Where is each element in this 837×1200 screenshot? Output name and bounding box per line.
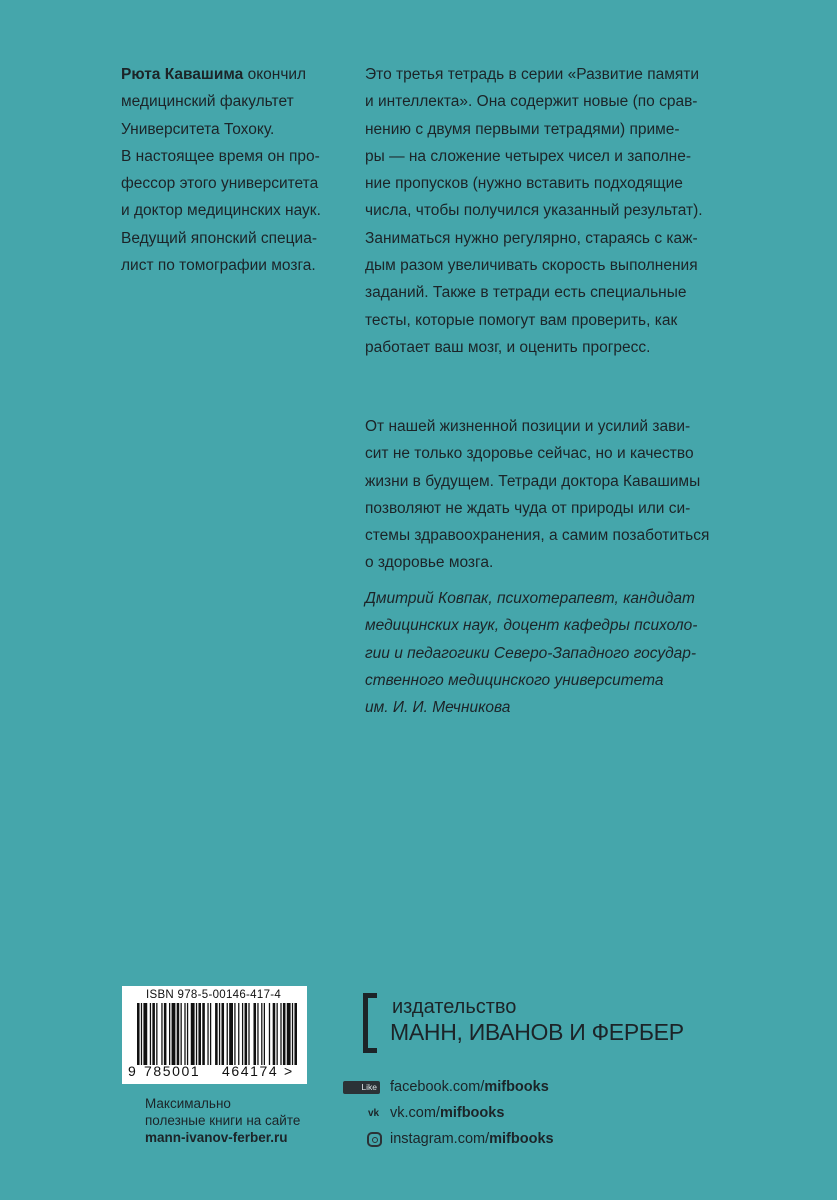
facebook-like-icon: Like — [343, 1081, 380, 1094]
quote-attribution — [365, 585, 765, 721]
barcode-bar — [229, 1003, 233, 1065]
barcode-bar — [172, 1003, 176, 1065]
barcode-bar — [191, 1003, 195, 1065]
social-prefix: instagram.com/ — [390, 1131, 490, 1147]
barcode-bar — [141, 1003, 142, 1065]
quote-line: сит не только здоровье сейчас, но и качество — [365, 445, 694, 463]
barcode-bar — [277, 1003, 278, 1065]
description-line: нению с двумя первыми тетрадями) приме- — [365, 120, 680, 138]
author-bio-first-line — [121, 61, 361, 88]
barcode-bar — [181, 1003, 182, 1065]
barcode-bar — [215, 1003, 218, 1065]
description-line: ры — на сложение четырех чисел и заполне- — [365, 147, 691, 165]
author-bio-line: Ведущий японский специа- — [121, 229, 317, 247]
quote-line: жизни в будущем. Тетради доктора Кавашимы — [365, 472, 701, 490]
description-line: дым разом увеличивать скорость выполнения — [365, 257, 698, 275]
barcode-bar — [207, 1003, 208, 1065]
barcode-bar — [227, 1003, 228, 1065]
attribution-line: ственного медицинского университета — [365, 671, 664, 689]
barcode-bar — [184, 1003, 185, 1065]
barcode-digit-group-1: 785001 — [144, 1063, 201, 1079]
social-link-label — [390, 1079, 549, 1095]
barcode-bar — [169, 1003, 170, 1065]
barcode-bar — [152, 1003, 155, 1065]
barcode-bar — [210, 1003, 211, 1065]
author-bio-line: Университета Тохоку. — [121, 120, 275, 138]
barcode-bar — [221, 1003, 224, 1065]
barcode-bar — [164, 1003, 167, 1065]
barcode-bar — [269, 1003, 270, 1065]
barcode-bar — [273, 1003, 276, 1065]
author-bio-line: В настоящее время он про- — [121, 147, 320, 165]
barcode-bar — [177, 1003, 180, 1065]
barcode-bar — [202, 1003, 205, 1065]
quote-line: позволяют не ждать чуда от природы или си- — [365, 499, 691, 517]
social-prefix: facebook.com/ — [390, 1079, 485, 1095]
description-line: Заниматься нужно регулярно, стараясь с каж- — [365, 229, 698, 247]
author-bio-line: лист по томографии мозга. — [121, 257, 316, 275]
barcode-bar — [257, 1003, 258, 1065]
barcode-bar — [264, 1003, 265, 1065]
barcode-digit-end: > — [284, 1063, 293, 1079]
social-handle: mifbooks — [484, 1079, 549, 1095]
author-name: Рюта Кавашима — [121, 66, 244, 83]
social-handle: mifbooks — [439, 1105, 505, 1121]
attribution-line: медицинских наук, доцент кафедры психоло- — [365, 617, 698, 635]
quote-line: От нашей жизненной позиции и усилий зави- — [365, 418, 691, 435]
book-description — [365, 61, 765, 361]
description-line: работает ваш мозг, и оценить прогресс. — [365, 338, 651, 356]
instagram-icon — [367, 1132, 382, 1147]
barcode-bar — [137, 1003, 140, 1065]
publisher-label: издательство — [392, 996, 517, 1018]
barcode-digit-first: 9 — [128, 1063, 136, 1079]
barcode-bar — [261, 1003, 262, 1065]
author-bio-line: фессор этого университета — [121, 175, 319, 193]
barcode-bar — [198, 1003, 201, 1065]
publisher-name: МАНН, ИВАНОВ И ФЕРБЕР — [390, 1019, 684, 1045]
barcode-bar — [280, 1003, 281, 1065]
barcode-bar — [156, 1003, 157, 1065]
barcode-bar — [187, 1003, 188, 1065]
description-line: ние пропусков (нужно вставить подходящие — [365, 175, 683, 193]
barcode-bar — [238, 1003, 239, 1065]
description-line: числа, чтобы получился указанный результат). — [365, 202, 703, 220]
barcode-bars — [137, 1003, 297, 1065]
barcode-bar — [292, 1003, 293, 1065]
attribution-line: гии и педагогики Северо-Западного государ- — [365, 644, 697, 662]
promo-line: полезные книги на сайте — [145, 1113, 301, 1128]
promo-site-link[interactable]: mann-ivanov-ferber.ru — [145, 1130, 288, 1145]
barcode-bar — [219, 1003, 220, 1065]
quote-line: стемы здравоохранения, а самим позаботиться — [365, 527, 710, 545]
barcode-bar — [283, 1003, 286, 1065]
isbn-number: ISBN 978-5-00146-417-4 — [146, 989, 282, 1001]
social-link-label — [390, 1131, 554, 1147]
publisher-bracket-logo — [363, 993, 377, 1053]
barcode-bar — [150, 1003, 151, 1065]
social-prefix: vk.com/ — [390, 1105, 440, 1121]
description-line: Это третья тетрадь в серии «Развитие памяти — [365, 66, 700, 83]
barcode-bar — [143, 1003, 147, 1065]
author-bio-line: медицинский факультет — [121, 93, 294, 111]
author-bio-line: и доктор медицинских наук. — [121, 202, 321, 220]
endorsement-quote — [365, 413, 765, 577]
barcode-bar — [196, 1003, 197, 1065]
attribution-line: им. И. И. Мечникова — [365, 699, 511, 717]
barcode-bar — [248, 1003, 249, 1065]
attribution-line: Дмитрий Ковпак, психотерапевт, кандидат — [365, 590, 695, 607]
description-line: и интеллекта». Она содержит новые (по срав- — [365, 93, 698, 111]
author-bio — [121, 61, 361, 279]
site-promo — [145, 1095, 300, 1146]
social-handle: mifbooks — [489, 1131, 554, 1147]
barcode-digit-group-2: 464174 — [222, 1063, 279, 1079]
social-link-label — [390, 1105, 504, 1121]
barcode-bar — [294, 1003, 297, 1065]
barcode-bar — [242, 1003, 243, 1065]
vk-icon: vk — [368, 1108, 380, 1119]
description-line: заданий. Также в тетради есть специальные — [365, 284, 687, 302]
barcode-bar — [234, 1003, 235, 1065]
barcode-bar — [253, 1003, 256, 1065]
promo-line: Максимально — [145, 1096, 231, 1111]
description-line: тесты, которые помогут вам проверить, как — [365, 311, 678, 329]
barcode-bar — [245, 1003, 248, 1065]
author-bio-line-rest: окончил — [243, 66, 307, 83]
barcode-bar — [161, 1003, 162, 1065]
quote-line: о здоровье мозга. — [365, 554, 494, 572]
barcode-bar — [287, 1003, 291, 1065]
